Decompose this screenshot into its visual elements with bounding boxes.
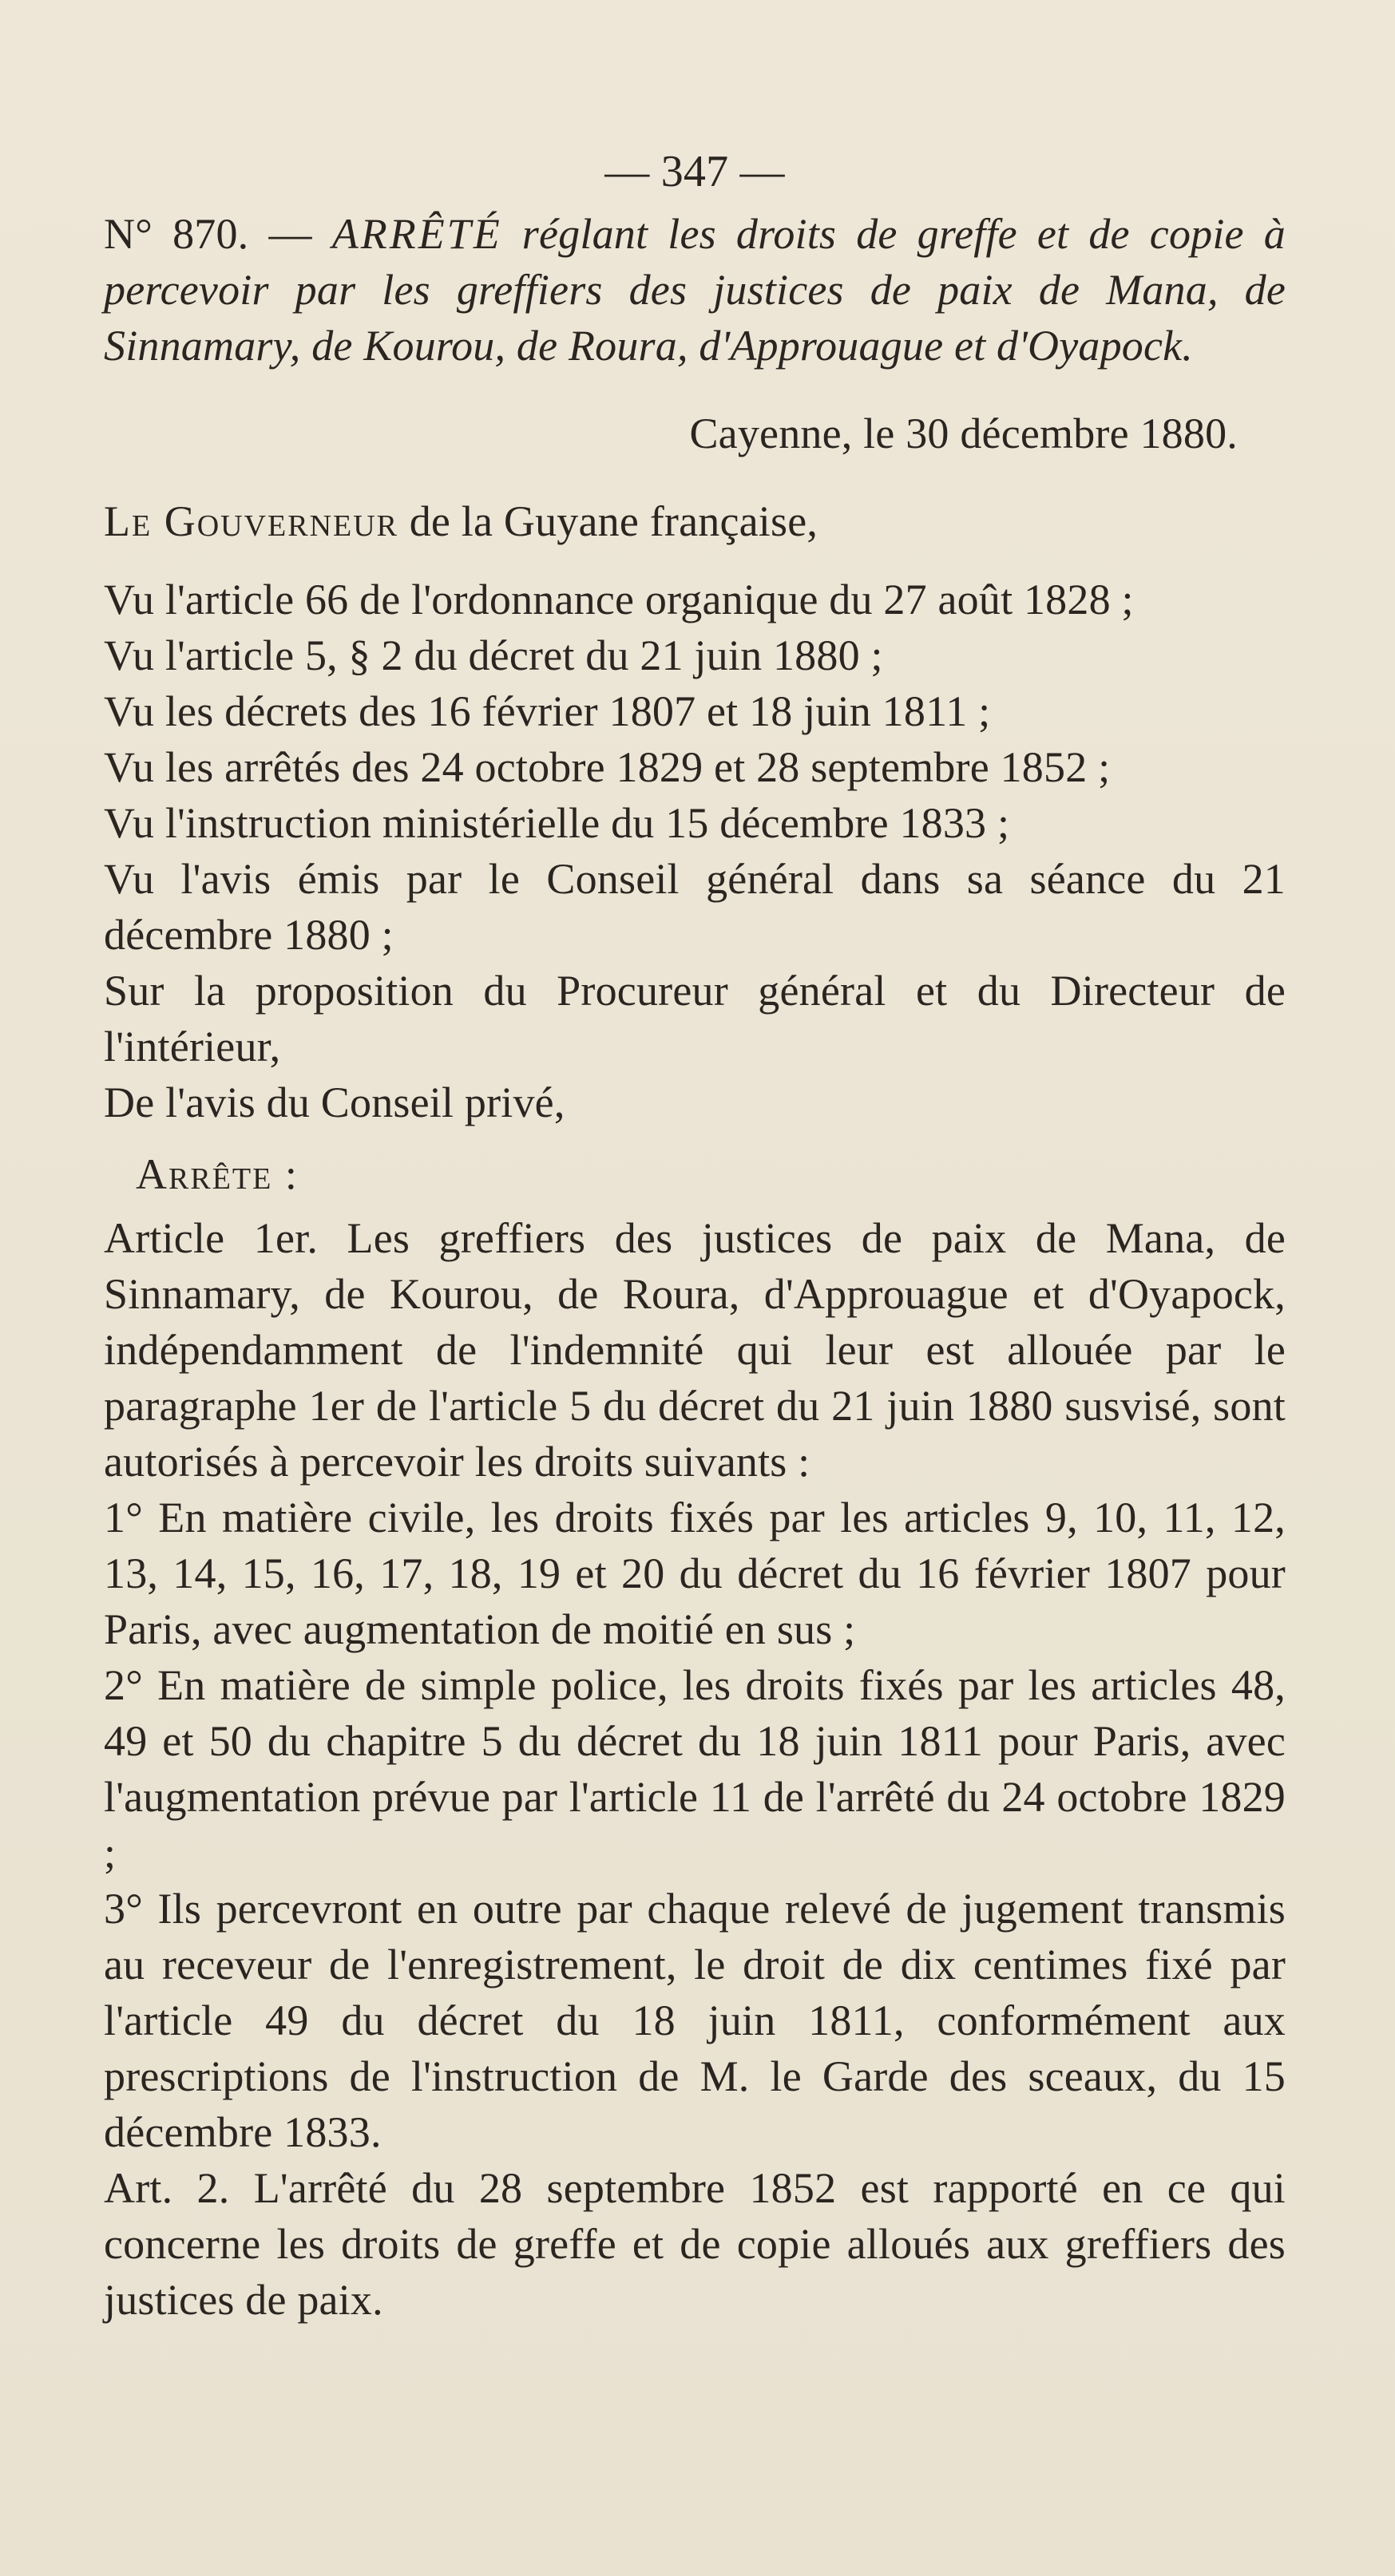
- vu-line: Sur la proposition du Procureur général et du Directeur de l'intérieur,: [104, 967, 1286, 1070]
- decree-title: [104, 206, 1286, 374]
- article-1-item-3: 3° Ils percevront en outre par chaque relevé de jugement transmis au receveur de l'enregistrement, le droit de dix centimes fixé par l'article 49 du décret du 18 juin 1811, conformément aux prescriptions de l'instruction de M. le Garde des sceaux, du 15 décembre 1833.: [104, 1885, 1286, 2156]
- arrete-heading: Arrête :: [136, 1150, 299, 1198]
- decree-keyword: ARRÊTÉ: [331, 210, 502, 258]
- considerations: [104, 572, 1286, 1130]
- article-1-item-1: 1° En matière civile, les droits fixés par les articles 9, 10, 11, 12, 13, 14, 15, 16, 17, 18, 19 et 20 du décret du 16 février 1807 pour Paris, avec augmentation de moitié en sus ;: [104, 1494, 1286, 1653]
- article-1: Article 1er. Les greffiers des justices de paix de Mana, de Sinnamary, de Kourou, de Roura, d'Approuague et d'Oyapock, indépendamment de l'indemnité qui leur est allouée par le paragraphe 1er de l'article 5 du décret du 21 juin 1880 susvisé, sont autorisés à percevoir les droits suivants :: [104, 1214, 1286, 1486]
- governor-line: [104, 493, 1286, 549]
- place-date: Cayenne, le 30 décembre 1880.: [689, 410, 1238, 457]
- vu-line: Vu les arrêtés des 24 octobre 1829 et 28 septembre 1852 ;: [104, 743, 1111, 791]
- governor-title: Le Gouverneur: [104, 497, 399, 545]
- page-number: — 347 —: [604, 147, 785, 196]
- vu-line: Vu l'avis émis par le Conseil général dans sa séance du 21 décembre 1880 ;: [104, 855, 1286, 959]
- article-2: Art. 2. L'arrêté du 28 septembre 1852 est rapporté en ce qui concerne les droits de greffe et de copie alloués aux greffiers des justices de paix.: [104, 2164, 1286, 2324]
- governor-rest: de la Guyane française,: [409, 497, 818, 545]
- decree-subject: réglant les droits de greffe et de copie à percevoir par les greffiers des justices de paix de Mana, de Sinnamary, de Kourou, de Roura, d'Approuague et d'Oyapock.: [104, 210, 1286, 370]
- article-1-item-2: 2° En matière de simple police, les droits fixés par les articles 48, 49 et 50 du chapitre 5 du décret du 18 juin 1811 pour Paris, avec l'augmentation prévue par l'article 11 de l'arrêté du 24 octobre 1829 ;: [104, 1661, 1286, 1877]
- articles: [104, 1210, 1286, 2328]
- decree-number: N° 870. —: [104, 210, 312, 258]
- vu-line: Vu l'instruction ministérielle du 15 décembre 1833 ;: [104, 799, 1010, 847]
- document-body: [104, 144, 1286, 2328]
- vu-line: De l'avis du Conseil privé,: [104, 1078, 565, 1126]
- vu-line: Vu les décrets des 16 février 1807 et 18 juin 1811 ;: [104, 687, 991, 735]
- vu-line: Vu l'article 5, § 2 du décret du 21 juin 1880 ;: [104, 631, 883, 679]
- vu-line: Vu l'article 66 de l'ordonnance organique du 27 août 1828 ;: [104, 576, 1134, 623]
